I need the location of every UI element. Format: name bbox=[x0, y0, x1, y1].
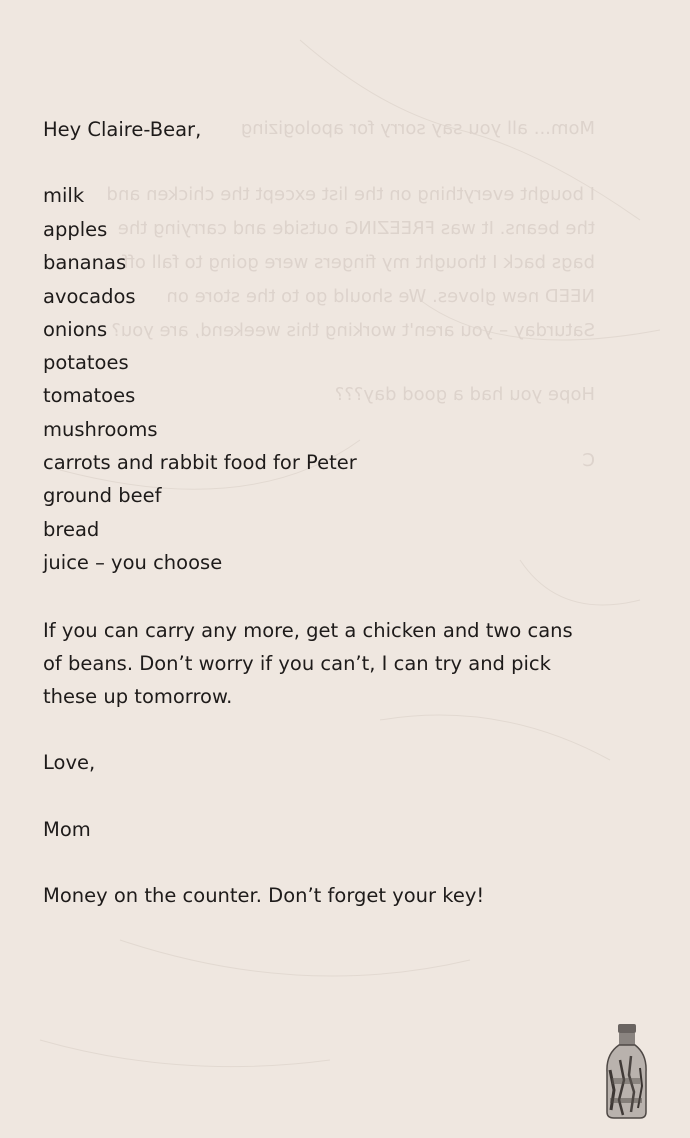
paragraph-line: of beans. Don’t worry if you can’t, I can try and pick bbox=[43, 652, 551, 675]
bleed-line: Hope you had a good day??? bbox=[334, 384, 595, 405]
list-item: onions bbox=[43, 318, 108, 341]
paragraph-line: these up tomorrow. bbox=[43, 685, 233, 708]
list-item: carrots and rabbit food for Peter bbox=[43, 451, 357, 474]
closing: Love, bbox=[43, 751, 96, 774]
bleed-line: Saturday – you aren't working this weekend, are you? bbox=[111, 320, 595, 341]
list-item: apples bbox=[43, 218, 108, 241]
bleed-line: NEED new gloves. We should go to the store on bbox=[166, 286, 595, 307]
paragraph-line: If you can carry any more, get a chicken and two cans bbox=[43, 619, 573, 642]
signature: Mom bbox=[43, 818, 91, 841]
list-item: bananas bbox=[43, 251, 127, 274]
list-item: ground beef bbox=[43, 484, 162, 507]
postscript: Money on the counter. Don’t forget your key! bbox=[43, 884, 485, 907]
list-item: potatoes bbox=[43, 351, 129, 374]
list-item: avocados bbox=[43, 285, 136, 308]
list-item: mushrooms bbox=[43, 418, 158, 441]
greeting: Hey Claire-Bear, bbox=[43, 118, 202, 141]
list-item: bread bbox=[43, 518, 100, 541]
list-item: juice – you choose bbox=[43, 551, 223, 574]
bleed-line: I bought everything on the list except the chicken and bbox=[106, 184, 595, 205]
bleed-line: C bbox=[582, 450, 595, 471]
bleed-line: Mom... all you say sorry for apologizing bbox=[240, 118, 595, 139]
milk-bottle-icon bbox=[598, 1020, 654, 1120]
bleed-line: bags back I thought my fingers were going to fall off. bbox=[116, 252, 595, 273]
list-item: milk bbox=[43, 184, 85, 207]
list-item: tomatoes bbox=[43, 384, 136, 407]
bleed-line: the beans. It was FREEZING outside and carrying the bbox=[117, 218, 595, 239]
